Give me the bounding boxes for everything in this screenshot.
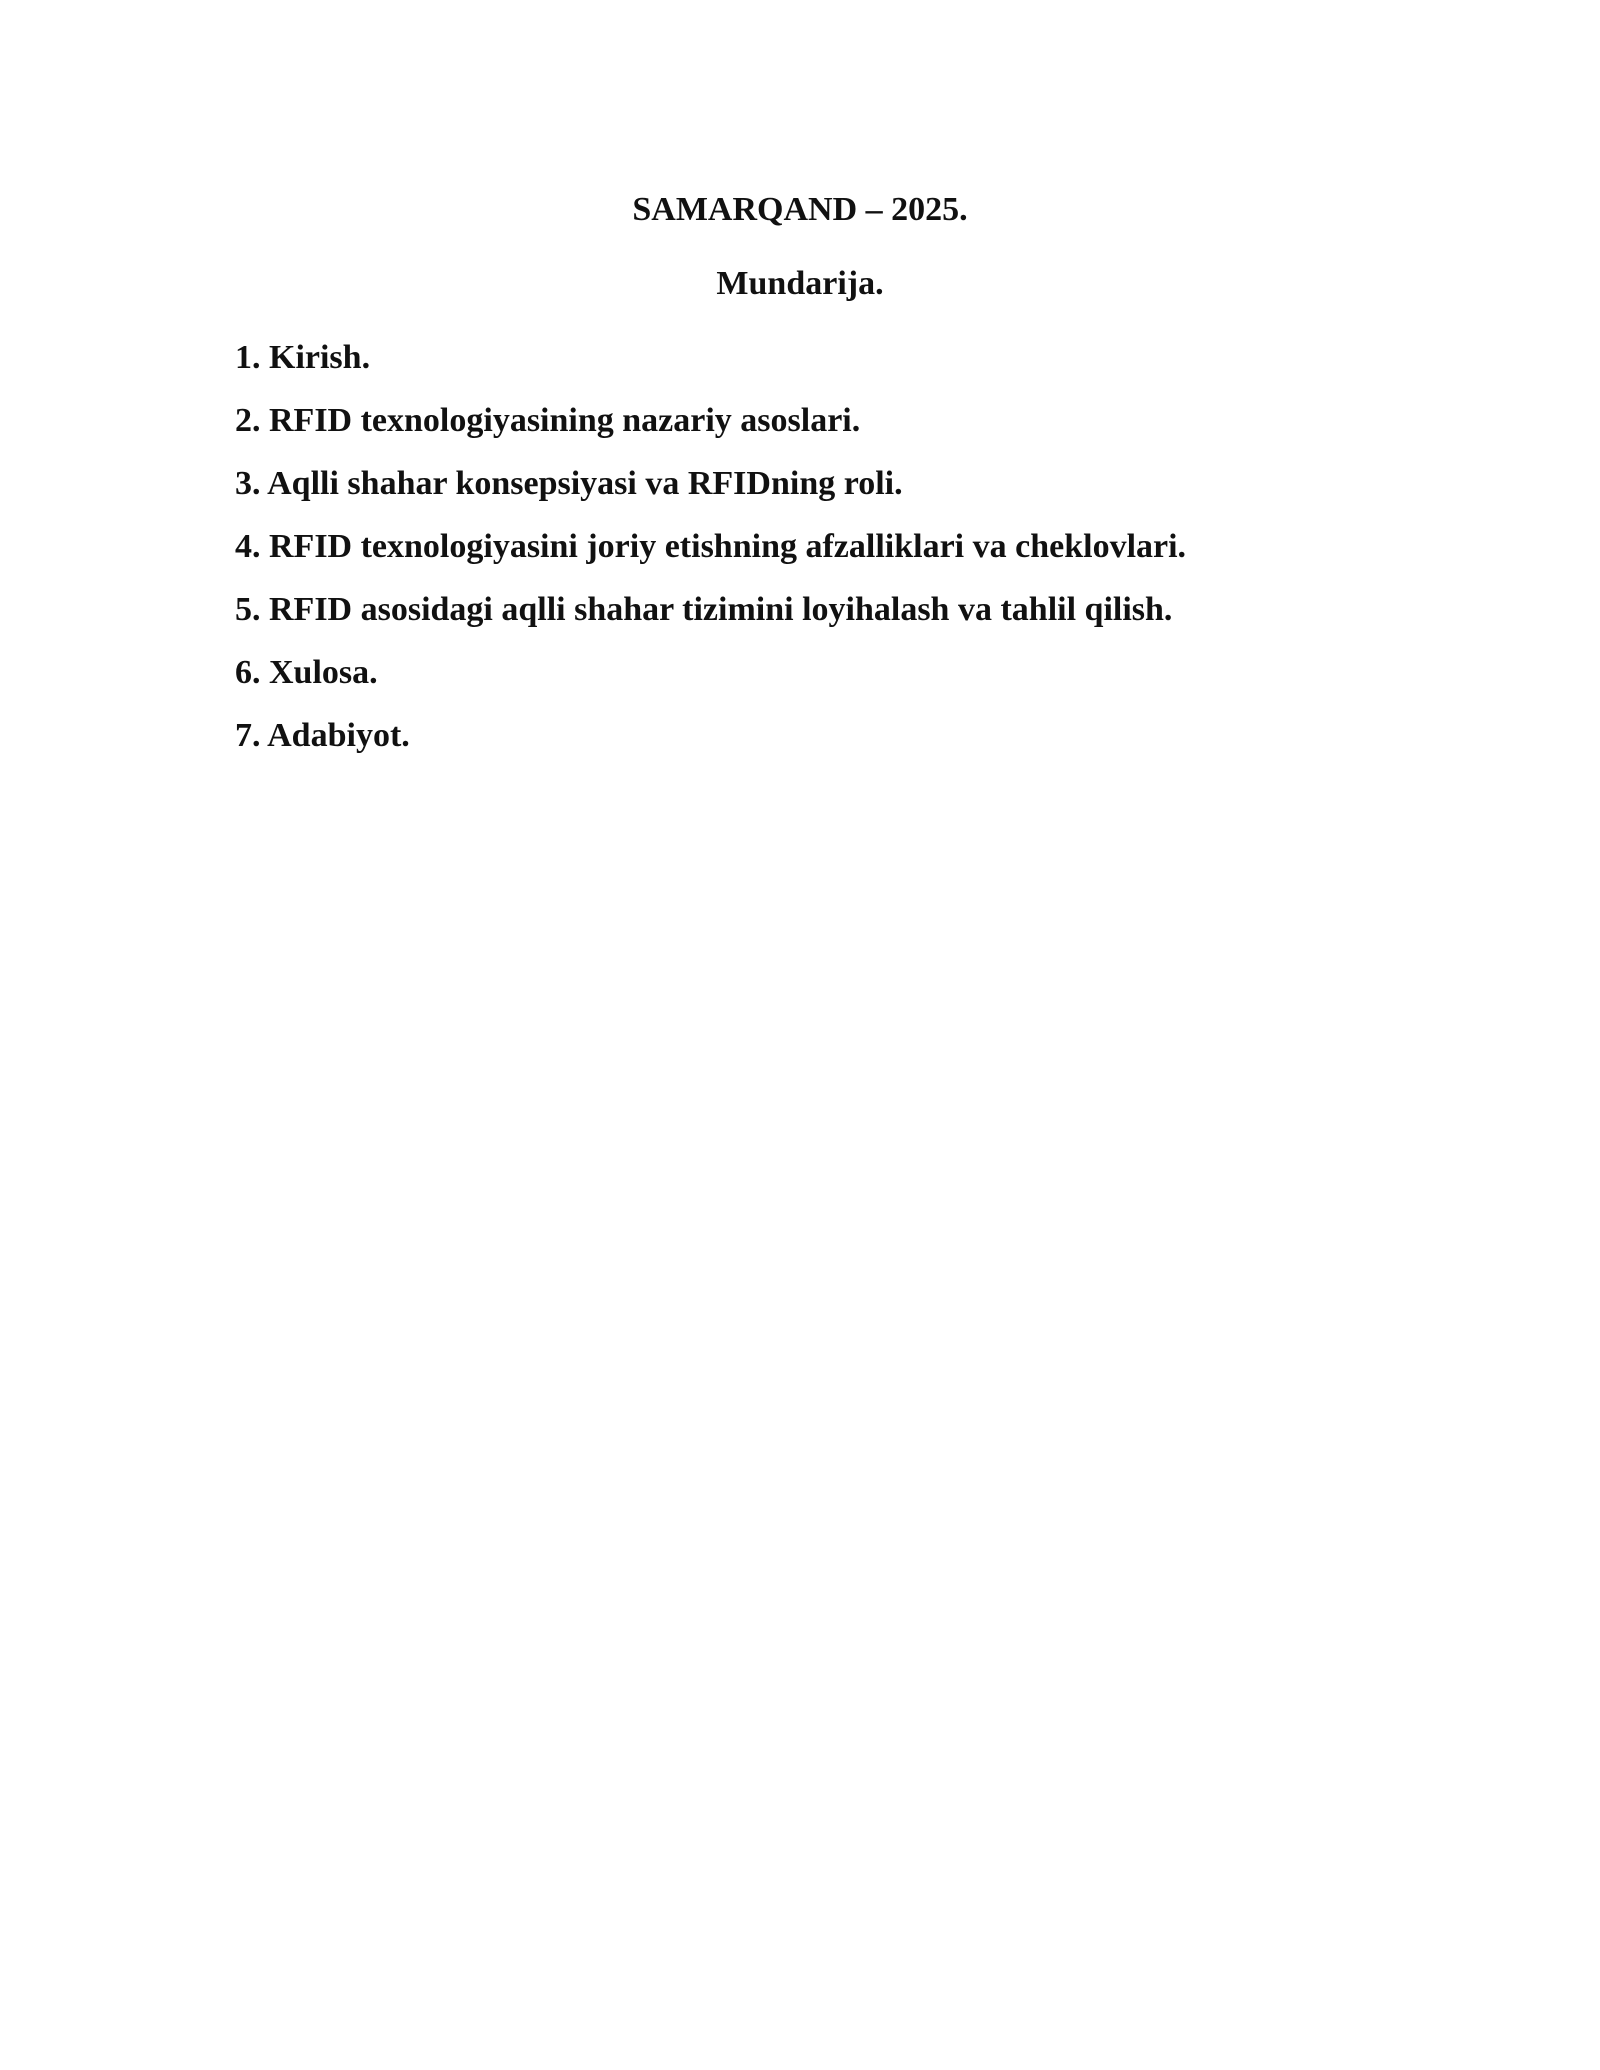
- toc-item-advantages-limitations: 4. RFID texnologiyasini joriy etishning afzalliklari va cheklovlari.: [235, 528, 1187, 565]
- toc-item-smart-city-concept: 3. Aqlli shahar konsepsiyasi va RFIDning roli.: [235, 465, 903, 502]
- toc-item-introduction: 1. Kirish.: [235, 339, 371, 376]
- toc-item-conclusion: 6. Xulosa.: [235, 654, 378, 691]
- table-of-contents-title: Mundarija.: [716, 265, 884, 302]
- table-of-contents-list: [235, 338, 1435, 779]
- toc-item-rfid-theory: 2. RFID texnologiyasining nazariy asoslari.: [235, 402, 861, 439]
- toc-item-system-design: 5. RFID asosidagi aqlli shahar tizimini loyihalash va tahlil qilish.: [235, 591, 1173, 628]
- city-year-heading: SAMARQAND – 2025.: [632, 191, 968, 228]
- toc-item-references: 7. Adabiyot.: [235, 717, 410, 754]
